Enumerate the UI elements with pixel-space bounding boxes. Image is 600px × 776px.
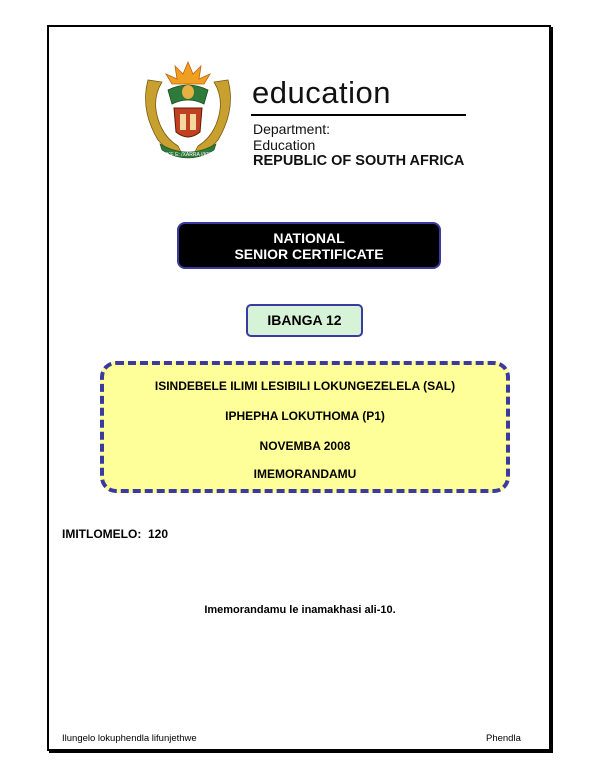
marks-value: 120 — [148, 527, 169, 541]
marks-line — [62, 527, 168, 541]
certificate-banner — [177, 222, 441, 269]
page-count-note: Imemorandamu le inamakhasi ali-10. — [204, 604, 396, 616]
subject-title: ISINDEBELE ILIMI LESIBILI LOKUNGEZELELA (SAL) — [154, 379, 456, 393]
coat-of-arms-logo — [138, 60, 238, 175]
department-name: Education — [253, 137, 316, 153]
crest-motto: !KE E: /XARRA //KE — [165, 152, 211, 158]
education-wordmark: education — [252, 75, 391, 110]
certificate-line-1: NATIONAL — [273, 229, 345, 246]
certificate-line-2: SENIOR CERTIFICATE — [234, 245, 384, 262]
exam-date: NOVEMBA 2008 — [259, 439, 351, 453]
paper-title: IPHEPHA LOKUTHOMA (P1) — [225, 409, 385, 423]
document-type: IMEMORANDAMU — [253, 467, 357, 481]
marks-label: IMITLOMELO: — [62, 527, 142, 541]
department-label: Department: — [253, 121, 331, 137]
subject-panel — [100, 361, 510, 493]
country-name: REPUBLIC OF SOUTH AFRICA — [253, 153, 465, 169]
footer-turn-over: Phendla — [486, 733, 521, 744]
footer-copyright: Ilungelo lokuphendla lifunjethwe — [62, 733, 197, 744]
grade-badge: IBANGA 12 — [246, 304, 363, 337]
wordmark-underline — [251, 114, 466, 116]
